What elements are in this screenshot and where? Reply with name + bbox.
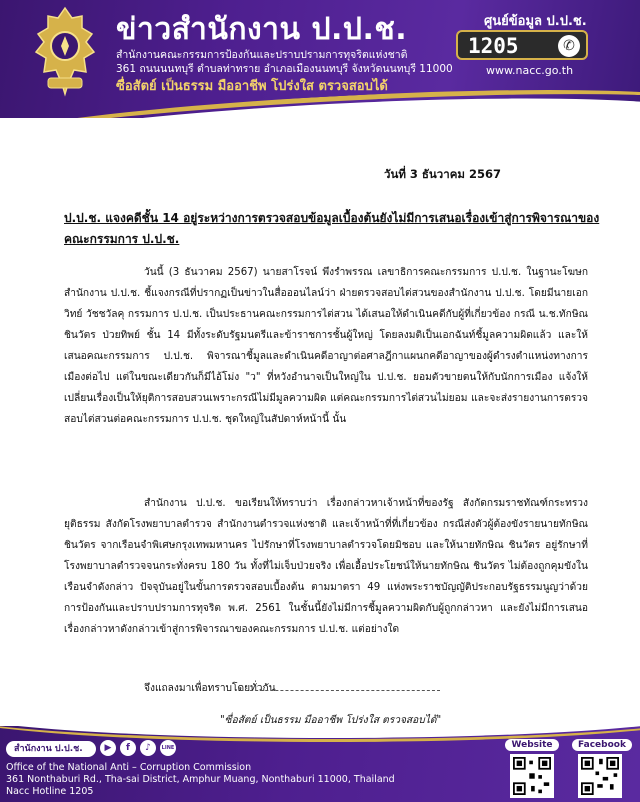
qr-facebook-label: Facebook — [572, 739, 632, 751]
header-org-name: สำนักงานคณะกรรมการป้องกันและปราบปรามการทุจริตแห่งชาติ — [116, 49, 408, 61]
release-headline: ป.ป.ช. แจงคดีชั้น 14 อยู่ระหว่างการตรวจสอบข้อมูลเบื้องต้นยังไม่มีการเสนอเรื่องเข้าสู่การพิจารณาของคณะกรรมการ ป.ป.ช. — [64, 211, 600, 246]
qr-code-icon[interactable] — [510, 754, 554, 798]
hotline-label: ศูนย์ข้อมูล ป.ป.ช. — [484, 14, 587, 29]
header-address: 361 ถนนนนทบุรี ตำบลท่าทราย อำเภอเมืองนนทบุรี จังหวัดนนทบุรี 11000 — [116, 63, 453, 75]
hotline-number: 1205 — [468, 34, 519, 58]
closing-line: จึงแถลงมาเพื่อทราบโดยทั่วกัน — [144, 683, 276, 694]
footer-hotline: Nacc Hotline 1205 — [6, 786, 94, 797]
qr-facebook[interactable] — [572, 732, 628, 798]
footer-org-name: Office of the National Anti – Corruption Commission — [6, 762, 252, 773]
page-footer — [0, 726, 640, 802]
paragraph-2: สำนักงาน ป.ป.ช. ขอเรียนให้ทราบว่า เรื่องกล่าวหาเจ้าหน้าที่ของรัฐ สังกัดกรมราชทัณฑ์กระทรวงยุติธรรม สังกัดโรงพยาบาลตำรวจ สำนักงานตำรวจแห่งชาติ และเจ้าหน้าที่ที่เกี่ยวข้อง กรณีส่งตัวผู้ต้องขังรายนายทักษิณ ชินวัตร จากเรือนจำพิเศษกรุงเทพมหานคร ไปรักษาที่โรงพยาบาลตำรวจโดยมิชอบ และให้นายทักษิณ ชินวัตร อยู่รักษาที่โรงพยาบาลตำรวจจนกระทั่งครบ 180 วัน ทั้งที่ไม่เจ็บป่วยจริง เพื่อเอื้อประโยชน์ให้นายทักษิณ ชินวัตร ไม่ต้องถูกคุมขังในเรือนจำดังกล่าว ปัจจุบันอยู่ในขั้นการตรวจสอบเบื้องต้น ตามมาตรา 49 แห่งพระราชบัญญัติประกอบรัฐธรรมนูญว่าด้วยการป้องกันและปราบปรามการทุจริต พ.ศ. 2561 ในชั้นนี้ยังไม่มีการชี้มูลความผิดกับผู้ถูกกล่าวหา และยังไม่มีการเสนอเรื่องกล่าวหาดังกล่าวเข้าสู่การพิจารณาของคณะกรรมการ ป.ป.ช. แต่อย่างใด — [64, 498, 588, 635]
release-date: วันที่ 3 ธันวาคม 2567 — [384, 167, 501, 181]
social-icons — [100, 740, 176, 756]
header-motto: ซื่อสัตย์ เป็นธรรม มืออาชีพ โปร่งใส ตรวจสอบได้ — [116, 79, 388, 94]
header-website[interactable]: www.nacc.go.th — [486, 64, 574, 77]
signature-divider — [240, 690, 440, 691]
nacc-emblem-icon — [28, 6, 102, 98]
phone-icon: ✆ — [558, 35, 580, 57]
signature-motto: "ซื่อสัตย์ เป็นธรรม มืออาชีพ โปร่งใส ตรวจสอบได้" — [220, 715, 442, 726]
header-title: ข่าวสำนักงาน ป.ป.ช. — [116, 12, 408, 47]
page-header — [0, 0, 640, 118]
qr-code-icon[interactable] — [578, 754, 622, 798]
tiktok-icon[interactable]: ♪ — [140, 740, 156, 756]
footer-address: 361 Nonthaburi Rd., Tha-sai District, Amphur Muang, Nonthaburi 11000, Thailand — [6, 774, 395, 785]
line-icon[interactable]: LINE — [160, 740, 176, 756]
qr-website[interactable] — [504, 732, 560, 798]
facebook-icon[interactable]: f — [120, 740, 136, 756]
social-label: สำนักงาน ป.ป.ช. — [6, 741, 96, 757]
paragraph-1: วันนี้ (3 ธันวาคม 2567) นายสาโรจน์ พึงรำพรรณ เลขาธิการคณะกรรมการ ป.ป.ช. ในฐานะโฆษกสำนักงาน ป.ป.ช. ชี้แจงกรณีที่ปรากฏเป็นข่าวในสื่อออนไลน์ว่า ฝ่ายตรวจสอบไต่สวนของสำนักงาน ป.ป.ช. โดยมีนายเอกวิทย์ วัชชวัลคุ กรรมการ ป.ป.ช. เป็นประธานคณะกรรมการไต่สวน ได้เสนอให้ดำเนินคดีกับผู้ที่เกี่ยวข้อง กรณี น.ช.ทักษิณ ชินวัตร ป่วยทิพย์ ชั้น 14 มีทั้งระดับรัฐมนตรีและข้าราชการชั้นผู้ใหญ่ โดยลงมติเป็นเอกฉันท์ชี้มูลความผิดแล้ว และให้เสนอคณะกรรมการ ป.ป.ช. พิจารณาชี้มูลและดำเนินคดีอาญาต่อศาลฎีกาแผนกคดีอาญาของผู้ดำรงตำแหน่งทางการเมืองต่อไป แต่ในขณะเดียวกันก็มีไอ้โม่ง "ว" ที่หวังอำนาจเป็นใหญ่ใน ป.ป.ช. ยอมตัวขายตนให้กับนักการเมือง แจ้งให้เปลี่ยนเรื่องเป็นให้ยุติการสอบสวนเพราะกรณีไม่มีมูลความผิด แต่คณะกรรมการไต่สวนไม่ยอม และจะส่งรายงานการตรวจสอบไต่สวนต่อคณะกรรมการ ป.ป.ช. ชุดใหญ่ในสัปดาห์หน้านี้ นั้น — [64, 267, 588, 425]
hotline-badge — [456, 30, 588, 60]
youtube-icon[interactable]: ▶ — [100, 740, 116, 756]
qr-website-label: Website — [505, 739, 558, 751]
